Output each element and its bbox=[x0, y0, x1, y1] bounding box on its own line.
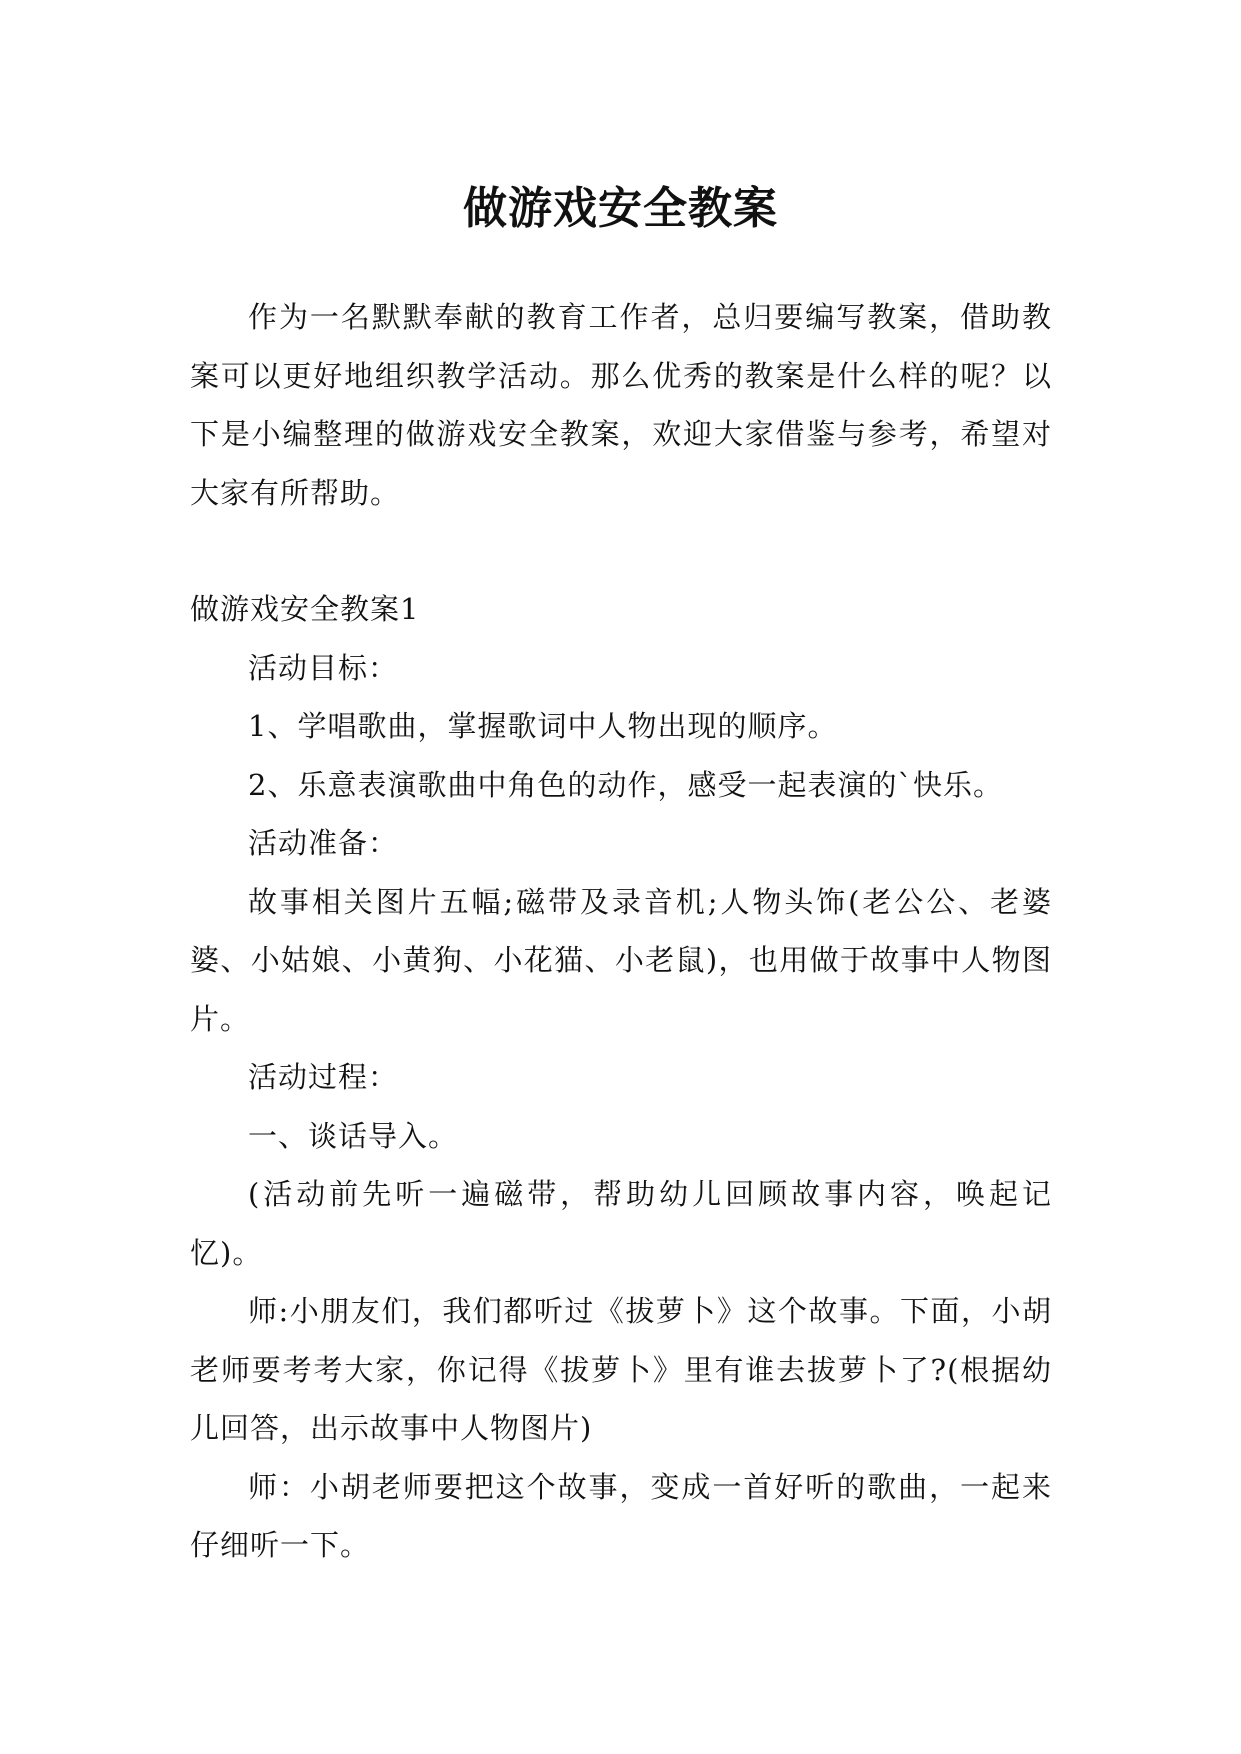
paragraph-teacher-question: 师:小朋友们，我们都听过《拔萝卜》这个故事。下面，小胡老师要考考大家，你记得《拔萝卜》里有谁去拔萝卜了?(根据幼儿回答，出示故事中人物图片) bbox=[190, 1294, 1052, 1445]
paragraph-activity-goals-heading: 活动目标： bbox=[248, 650, 399, 685]
paragraph-process-heading: 活动过程： bbox=[248, 1060, 399, 1094]
paragraph-preparation-heading: 活动准备： bbox=[248, 826, 399, 860]
paragraph-goal-1: 1、学唱歌曲，掌握歌词中人物出现的顺序。 bbox=[248, 709, 838, 743]
paragraph-step-1: 一、谈话导入。 bbox=[248, 1118, 459, 1153]
document-title: 做游戏安全教案 bbox=[463, 183, 778, 235]
section-spacer bbox=[190, 522, 1052, 580]
intro-paragraph: 作为一名默默奉献的教育工作者，总归要编写教案，借助教案可以更好地组织教学活动。那么优秀的教案是什么样的呢？以下是小编整理的做游戏安全教案，欢迎大家借鉴与参考，希望对大家有所帮助。 bbox=[190, 300, 1052, 510]
document-body bbox=[190, 288, 1052, 1575]
paragraph-step-1-note: (活动前先听一遍磁带，帮助幼儿回顾故事内容，唤起记忆)。 bbox=[190, 1177, 1052, 1270]
paragraph-preparation-items: 故事相关图片五幅;磁带及录音机;人物头饰(老公公、老婆婆、小姑娘、小黄狗、小花猫、小老鼠)，也用做于故事中人物图片。 bbox=[190, 884, 1052, 1036]
paragraph-goal-2: 2、乐意表演歌曲中角色的动作，感受一起表演的`快乐。 bbox=[248, 767, 1003, 802]
paragraph-teacher-song: 师：小胡老师要把这个故事，变成一首好听的歌曲，一起来仔细听一下。 bbox=[190, 1469, 1052, 1562]
section-heading: 做游戏安全教案1 bbox=[190, 592, 420, 626]
